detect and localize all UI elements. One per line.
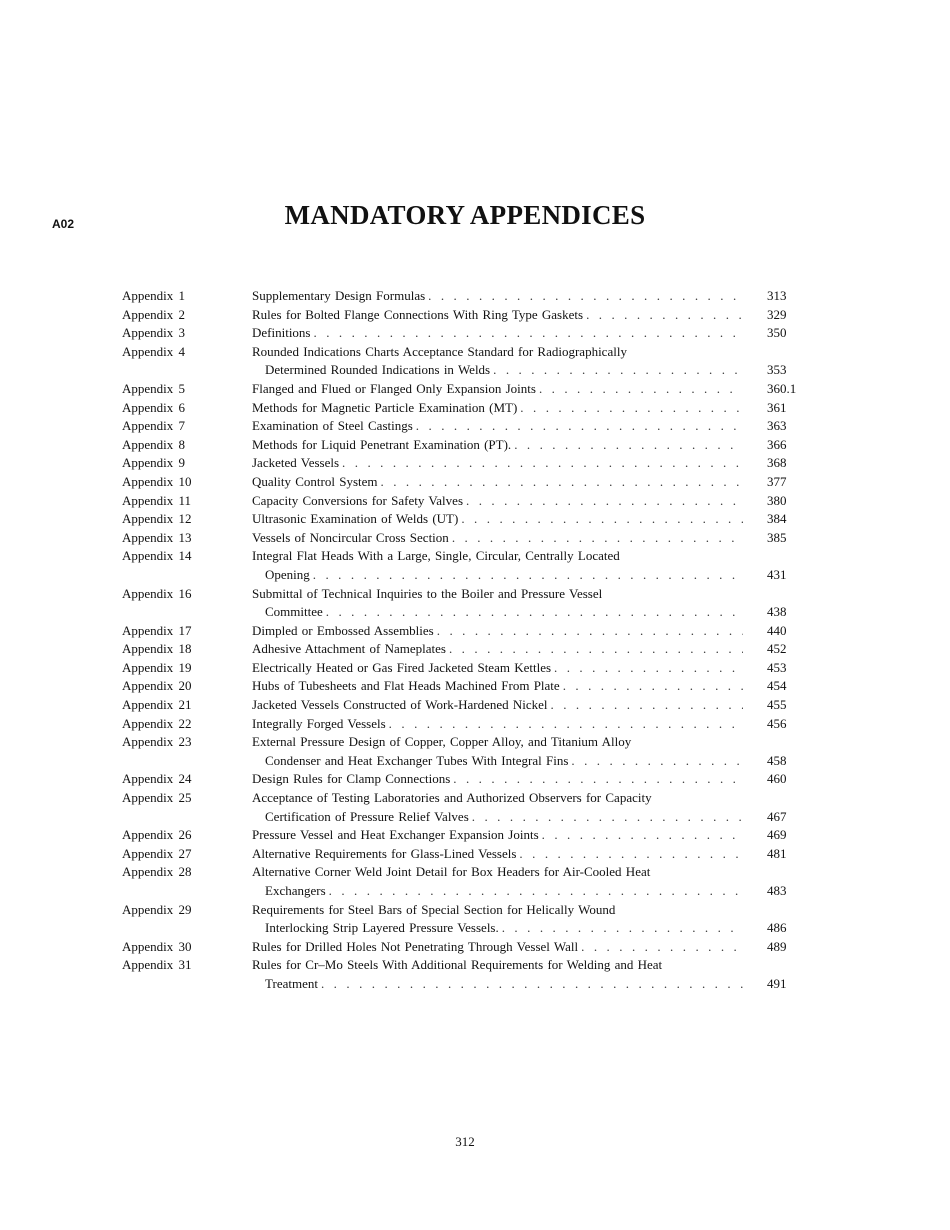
toc-entry <box>122 956 822 993</box>
dot-leader <box>452 529 743 548</box>
dot-leader <box>416 417 743 436</box>
toc-entry <box>122 863 822 900</box>
entry-page-number: 453 <box>767 659 787 675</box>
entry-title <box>252 938 743 957</box>
entry-page-number: 313 <box>767 288 787 303</box>
entry-title-line: Supplementary Design Formulas <box>252 288 426 303</box>
dot-leader <box>520 399 743 418</box>
entry-title <box>252 492 743 511</box>
toc-entry <box>122 585 822 622</box>
entry-title-line: Alternative Corner Weld Joint Detail for Box Headers for Air-Cooled Heat <box>252 864 651 880</box>
appendix-label: Appendix 4 <box>122 343 186 359</box>
toc-entry <box>122 324 822 343</box>
appendix-label: Appendix 29 <box>122 901 192 917</box>
entry-title <box>252 473 743 492</box>
entry-page-number: 363 <box>767 418 787 434</box>
entry-title-line: Determined Rounded Indications in Welds <box>265 362 491 378</box>
appendix-label: Appendix 10 <box>122 473 192 489</box>
toc-entry <box>122 696 822 715</box>
toc-entry <box>122 306 822 325</box>
entry-title-line: Committee <box>265 604 323 620</box>
appendix-label: Appendix 18 <box>122 641 192 657</box>
dot-leader <box>551 696 743 715</box>
entry-title-line: Interlocking Strip Layered Pressure Vessels. <box>265 920 499 936</box>
entry-page-number: 454 <box>767 678 787 694</box>
toc-entry <box>122 454 822 473</box>
appendix-label: Appendix 27 <box>122 845 192 861</box>
appendix-label: Appendix 28 <box>122 864 192 880</box>
dot-leader <box>326 603 743 622</box>
appendix-label: Appendix 13 <box>122 529 192 545</box>
entry-page-number: 360.1 <box>767 380 797 396</box>
entry-title-line: Definitions <box>252 325 311 341</box>
entry-title <box>252 510 743 529</box>
toc-entry <box>122 826 822 845</box>
appendix-label: Appendix 23 <box>122 734 192 750</box>
entry-title-line: Rules for Drilled Holes Not Penetrating Through Vessel Wall <box>252 938 579 954</box>
appendix-label: Appendix 14 <box>122 548 192 564</box>
dot-leader <box>314 324 744 343</box>
entry-title-line: Pressure Vessel and Heat Exchanger Expansion Joints <box>252 827 539 843</box>
appendix-label: Appendix 2 <box>122 306 186 322</box>
toc-entry <box>122 417 822 436</box>
entry-title-line: Exchangers <box>265 883 326 898</box>
entry-title <box>252 436 743 455</box>
entry-title-line: Dimpled or Embossed Assemblies <box>252 622 434 638</box>
page-number: 312 <box>455 1134 475 1149</box>
dot-leader <box>389 715 743 734</box>
appendix-label: Appendix 12 <box>122 511 192 527</box>
toc-entry <box>122 770 822 789</box>
entry-title-line: Adhesive Attachment of Nameplates <box>252 641 446 657</box>
appendix-label: Appendix 24 <box>122 771 192 787</box>
appendix-label: Appendix 30 <box>122 938 192 954</box>
toc-entry <box>122 473 822 492</box>
entry-title <box>252 845 743 864</box>
revision-mark: A02 <box>52 217 75 231</box>
entry-title <box>252 956 743 993</box>
entry-title <box>252 287 743 306</box>
appendix-label: Appendix 3 <box>122 325 186 341</box>
entry-title-line: Rules for Cr–Mo Steels With Additional Requirements for Welding and Heat <box>252 957 663 973</box>
dot-leader <box>571 752 743 771</box>
entry-page-number: 467 <box>767 808 787 824</box>
toc-entry <box>122 845 822 864</box>
entry-title <box>252 715 743 734</box>
entry-title-line: Alternative Requirements for Glass-Lined Vessels <box>252 845 517 861</box>
entry-title <box>252 826 743 845</box>
appendix-table-of-contents <box>122 287 822 994</box>
dot-leader <box>313 566 743 585</box>
appendix-label: Appendix 20 <box>122 678 192 694</box>
entry-title <box>252 380 743 399</box>
entry-title-line: Rounded Indications Charts Acceptance Standard for Radiographically <box>252 343 627 359</box>
entry-title-line: Electrically Heated or Gas Fired Jacketed Steam Kettles <box>252 659 552 675</box>
entry-title-line: Integral Flat Heads With a Large, Single, Circular, Centrally Located <box>252 548 620 564</box>
entry-title-line: Rules for Bolted Flange Connections With Ring Type Gaskets <box>252 306 584 322</box>
entry-page-number: 460 <box>767 771 787 787</box>
appendix-label: Appendix 9 <box>122 455 186 471</box>
toc-entry <box>122 399 822 418</box>
entry-title <box>252 529 743 548</box>
entry-title <box>252 417 743 436</box>
entry-page-number: 491 <box>767 975 787 991</box>
entry-title <box>252 343 743 380</box>
entry-title-line: Certification of Pressure Relief Valves <box>265 808 469 824</box>
dot-leader <box>381 473 744 492</box>
entry-page-number: 452 <box>767 641 787 657</box>
toc-entry <box>122 380 822 399</box>
entry-title-line: Ultrasonic Examination of Welds (UT) <box>252 511 459 527</box>
toc-entry <box>122 436 822 455</box>
dot-leader <box>472 808 743 827</box>
entry-title-line: Opening <box>265 566 310 582</box>
entry-page-number: 353 <box>767 362 787 378</box>
entry-title-line: Treatment <box>265 975 318 991</box>
appendix-label: Appendix 6 <box>122 399 186 415</box>
entry-title <box>252 789 743 826</box>
entry-page-number: 361 <box>767 399 787 415</box>
entry-page-number: 440 <box>767 622 787 638</box>
entry-title <box>252 901 743 938</box>
entry-page-number: 489 <box>767 938 787 954</box>
toc-entry <box>122 640 822 659</box>
dot-leader <box>449 640 743 659</box>
appendix-label: Appendix 17 <box>122 622 192 638</box>
toc-entry <box>122 622 822 641</box>
entry-title-line: Hubs of Tubesheets and Flat Heads Machined From Plate <box>252 678 560 694</box>
entry-page-number: 438 <box>767 604 787 620</box>
entry-title-line: Design Rules for Clamp Connections <box>252 771 451 787</box>
toc-entry <box>122 287 822 306</box>
toc-entry <box>122 677 822 696</box>
dot-leader <box>554 659 743 678</box>
toc-entry <box>122 733 822 770</box>
entry-title-line: Vessels of Noncircular Cross Section <box>252 529 449 545</box>
dot-leader <box>466 492 743 511</box>
dot-leader <box>502 919 743 938</box>
entry-title-line: Requirements for Steel Bars of Special Section for Helically Wound <box>252 901 616 917</box>
entry-title <box>252 640 743 659</box>
entry-title <box>252 770 743 789</box>
entry-title-line: Methods for Liquid Penetrant Examination (PT). <box>252 436 512 452</box>
entry-title-line: Acceptance of Testing Laboratories and Authorized Observers for Capacity <box>252 790 652 806</box>
entry-page-number: 380 <box>767 492 787 508</box>
entry-title <box>252 306 743 325</box>
entry-page-number: 469 <box>767 827 787 843</box>
dot-leader <box>342 454 743 473</box>
entry-page-number: 385 <box>767 529 787 545</box>
appendix-label: Appendix 25 <box>122 790 192 806</box>
entry-title <box>252 585 743 622</box>
dot-leader <box>329 882 743 901</box>
appendix-label: Appendix 5 <box>122 380 186 396</box>
toc-entry <box>122 529 822 548</box>
dot-leader <box>514 436 743 455</box>
entry-title <box>252 696 743 715</box>
appendix-label: Appendix 21 <box>122 697 192 713</box>
entry-page-number: 455 <box>767 697 787 713</box>
page-title: MANDATORY APPENDICES <box>284 200 646 230</box>
entry-title-line: Jacketed Vessels <box>252 455 340 471</box>
entry-title-line: Jacketed Vessels Constructed of Work-Hardened Nickel <box>252 697 548 713</box>
entry-title <box>252 399 743 418</box>
appendix-label: Appendix 22 <box>122 715 192 731</box>
dot-leader <box>461 510 743 529</box>
appendix-label: Appendix 16 <box>122 585 192 601</box>
dot-leader <box>586 306 743 325</box>
entry-title <box>252 622 743 641</box>
toc-entry <box>122 715 822 734</box>
toc-entry <box>122 492 822 511</box>
entry-page-number: 350 <box>767 325 787 341</box>
entry-title-line: Capacity Conversions for Safety Valves <box>252 492 463 508</box>
entry-title <box>252 863 743 900</box>
entry-title <box>252 677 743 696</box>
dot-leader <box>542 826 743 845</box>
appendix-label: Appendix 7 <box>122 418 186 434</box>
dot-leader <box>321 975 743 994</box>
dot-leader <box>581 938 743 957</box>
toc-entry <box>122 659 822 678</box>
dot-leader <box>453 770 743 789</box>
dot-leader <box>539 380 743 399</box>
entry-title-line: Quality Control System <box>252 473 378 489</box>
entry-page-number: 456 <box>767 715 787 731</box>
appendix-label: Appendix 19 <box>122 659 192 675</box>
entry-page-number: 486 <box>767 920 787 936</box>
appendix-label: Appendix 1 <box>122 288 186 303</box>
appendix-label: Appendix 31 <box>122 957 192 973</box>
toc-entry <box>122 901 822 938</box>
dot-leader <box>428 287 743 306</box>
appendix-label: Appendix 26 <box>122 827 192 843</box>
toc-entry <box>122 789 822 826</box>
entry-title <box>252 659 743 678</box>
entry-title <box>252 324 743 343</box>
dot-leader <box>563 677 743 696</box>
dot-leader <box>519 845 743 864</box>
entry-page-number: 366 <box>767 436 787 452</box>
entry-title-line: External Pressure Design of Copper, Copper Alloy, and Titanium Alloy <box>252 734 632 750</box>
appendix-label: Appendix 11 <box>122 492 192 508</box>
entry-title-line: Flanged and Flued or Flanged Only Expansion Joints <box>252 380 536 396</box>
toc-entry <box>122 547 822 584</box>
entry-title-line: Examination of Steel Castings <box>252 418 413 434</box>
dot-leader <box>437 622 743 641</box>
entry-page-number: 368 <box>767 455 787 471</box>
entry-page-number: 384 <box>767 511 787 527</box>
entry-page-number: 458 <box>767 752 787 768</box>
dot-leader <box>493 361 743 380</box>
entry-page-number: 329 <box>767 306 787 322</box>
entry-title-line: Condenser and Heat Exchanger Tubes With Integral Fins <box>265 752 569 768</box>
entry-title <box>252 733 743 770</box>
entry-page-number: 483 <box>767 883 787 898</box>
entry-title-line: Methods for Magnetic Particle Examination (MT) <box>252 399 518 415</box>
entry-title-line: Integrally Forged Vessels <box>252 715 386 731</box>
appendix-label: Appendix 8 <box>122 436 186 452</box>
entry-title <box>252 547 743 584</box>
entry-page-number: 377 <box>767 473 787 489</box>
entry-title <box>252 454 743 473</box>
toc-entry <box>122 343 822 380</box>
entry-page-number: 481 <box>767 845 787 861</box>
entry-page-number: 431 <box>767 566 787 582</box>
entry-title-line: Submittal of Technical Inquiries to the Boiler and Pressure Vessel <box>252 585 603 601</box>
toc-entry <box>122 938 822 957</box>
toc-entry <box>122 510 822 529</box>
